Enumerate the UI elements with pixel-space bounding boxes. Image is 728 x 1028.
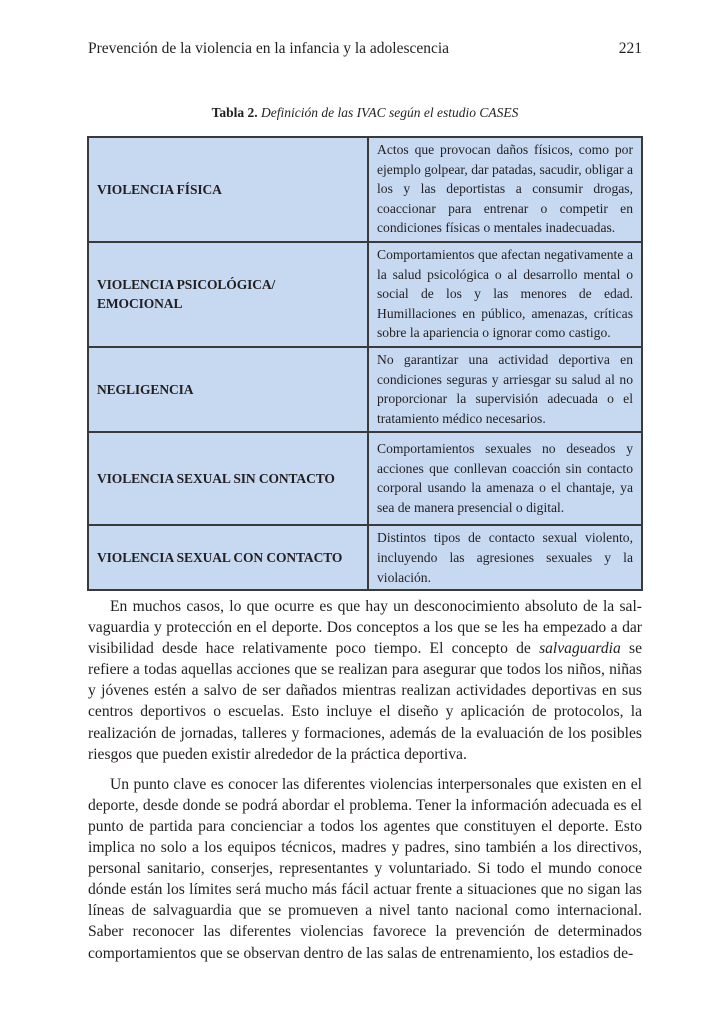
body-text — [88, 596, 642, 973]
definition-cell: Actos que provocan daños físicos, como por ejemplo golpear, dar patadas, sacudir, obligar a los y las deportistas a consumir drogas, coaccionar para entrenar o competir en condiciones físicas o mentales inadecuadas. — [368, 137, 642, 242]
table-row — [88, 347, 642, 432]
definition-cell: Distintos tipos de contacto sexual violento, incluyendo las agresiones sexuales y la violación. — [368, 525, 642, 590]
paragraph-text: En muchos casos, lo que ocurre es que hay un desconocimiento absoluto de la salvaguardia y protección en el deporte. Dos conceptos a los que se les ha empezado a dar visibilidad desde hace relativamente poco tiempo. El concepto de — [88, 598, 642, 658]
running-header — [88, 40, 642, 58]
table-row — [88, 525, 642, 590]
definition-cell: No garantizar una actividad deportiva en condiciones seguras y arriesgar su salud al no proporcionar la supervisión adecuada o el tratamiento médico necesarios. — [368, 347, 642, 432]
paragraph — [88, 596, 642, 765]
emphasized-term: salvaguardia — [539, 640, 621, 658]
table-caption-text: Definición de las IVAC según el estudio CASES — [261, 105, 519, 120]
definition-cell: Comportamientos sexuales no deseados y acciones que conllevan coacción sin contacto corporal usando la amenaza o el chantaje, ya sea de manera presencial o digital. — [368, 432, 642, 525]
running-title: Prevención de la violencia en la infancia y la adolescencia — [88, 40, 450, 57]
paragraph-text: se refiere a todas aquellas acciones que se realizan para asegurar que todos los niños, niñas y jóvenes estén a salvo de ser dañados mientras realizan actividades deportivas en sus centros deportivos o escuelas. Esto incluye el diseño y aplicación de protocolos, la realización de jornadas, talleres y formaciones, además de la evaluación de los posibles riesgos que pueden existir alrededor de la práctica deportiva. — [88, 640, 642, 763]
term-cell: VIOLENCIA SEXUAL CON CONTACTO — [88, 525, 368, 590]
ivac-definitions-table — [87, 136, 643, 591]
paragraph: Un punto clave es conocer las diferentes violencias interpersonales que existen en el deporte, desde donde se podrá abordar el problema. Tener la información adecuada es el punto de partida para concienciar a todos los agentes que constituyen el deporte. Esto implica no solo a los equipos técnicos, madres y padres, sino también a los directivos, personal sanitario, conserjes, representantes y voluntariado. Si todo el mundo conoce dónde están los límites será mucho más fácil actuar frente a situaciones que no sigan las líneas de salvaguardia que se promueven a nivel tanto nacional como internacional. Saber reconocer las diferentes violencias favorece la prevención de determinados comportamientos que se observan dentro de las salas de entrenamiento, los estadios de- — [88, 775, 642, 962]
table-caption-label: Tabla 2. — [211, 105, 258, 120]
table-row — [88, 137, 642, 242]
term-cell: VIOLENCIA FÍSICA — [88, 137, 368, 242]
page-number: 221 — [618, 40, 642, 57]
definition-cell: Comportamientos que afectan negativamente a la salud psicológica o al desarrollo mental o social de los y las menores de edad. Humillaciones en público, amenazas, críticas sobre la apariencia o ignorar como castigo. — [368, 242, 642, 347]
table-row — [88, 242, 642, 347]
table-caption — [88, 105, 642, 121]
term-cell: VIOLENCIA SEXUAL SIN CONTACTO — [88, 432, 368, 525]
term-cell: VIOLENCIA PSICOLÓGICA/ EMOCIONAL — [88, 242, 368, 347]
table-row — [88, 432, 642, 525]
term-cell: NEGLIGENCIA — [88, 347, 368, 432]
